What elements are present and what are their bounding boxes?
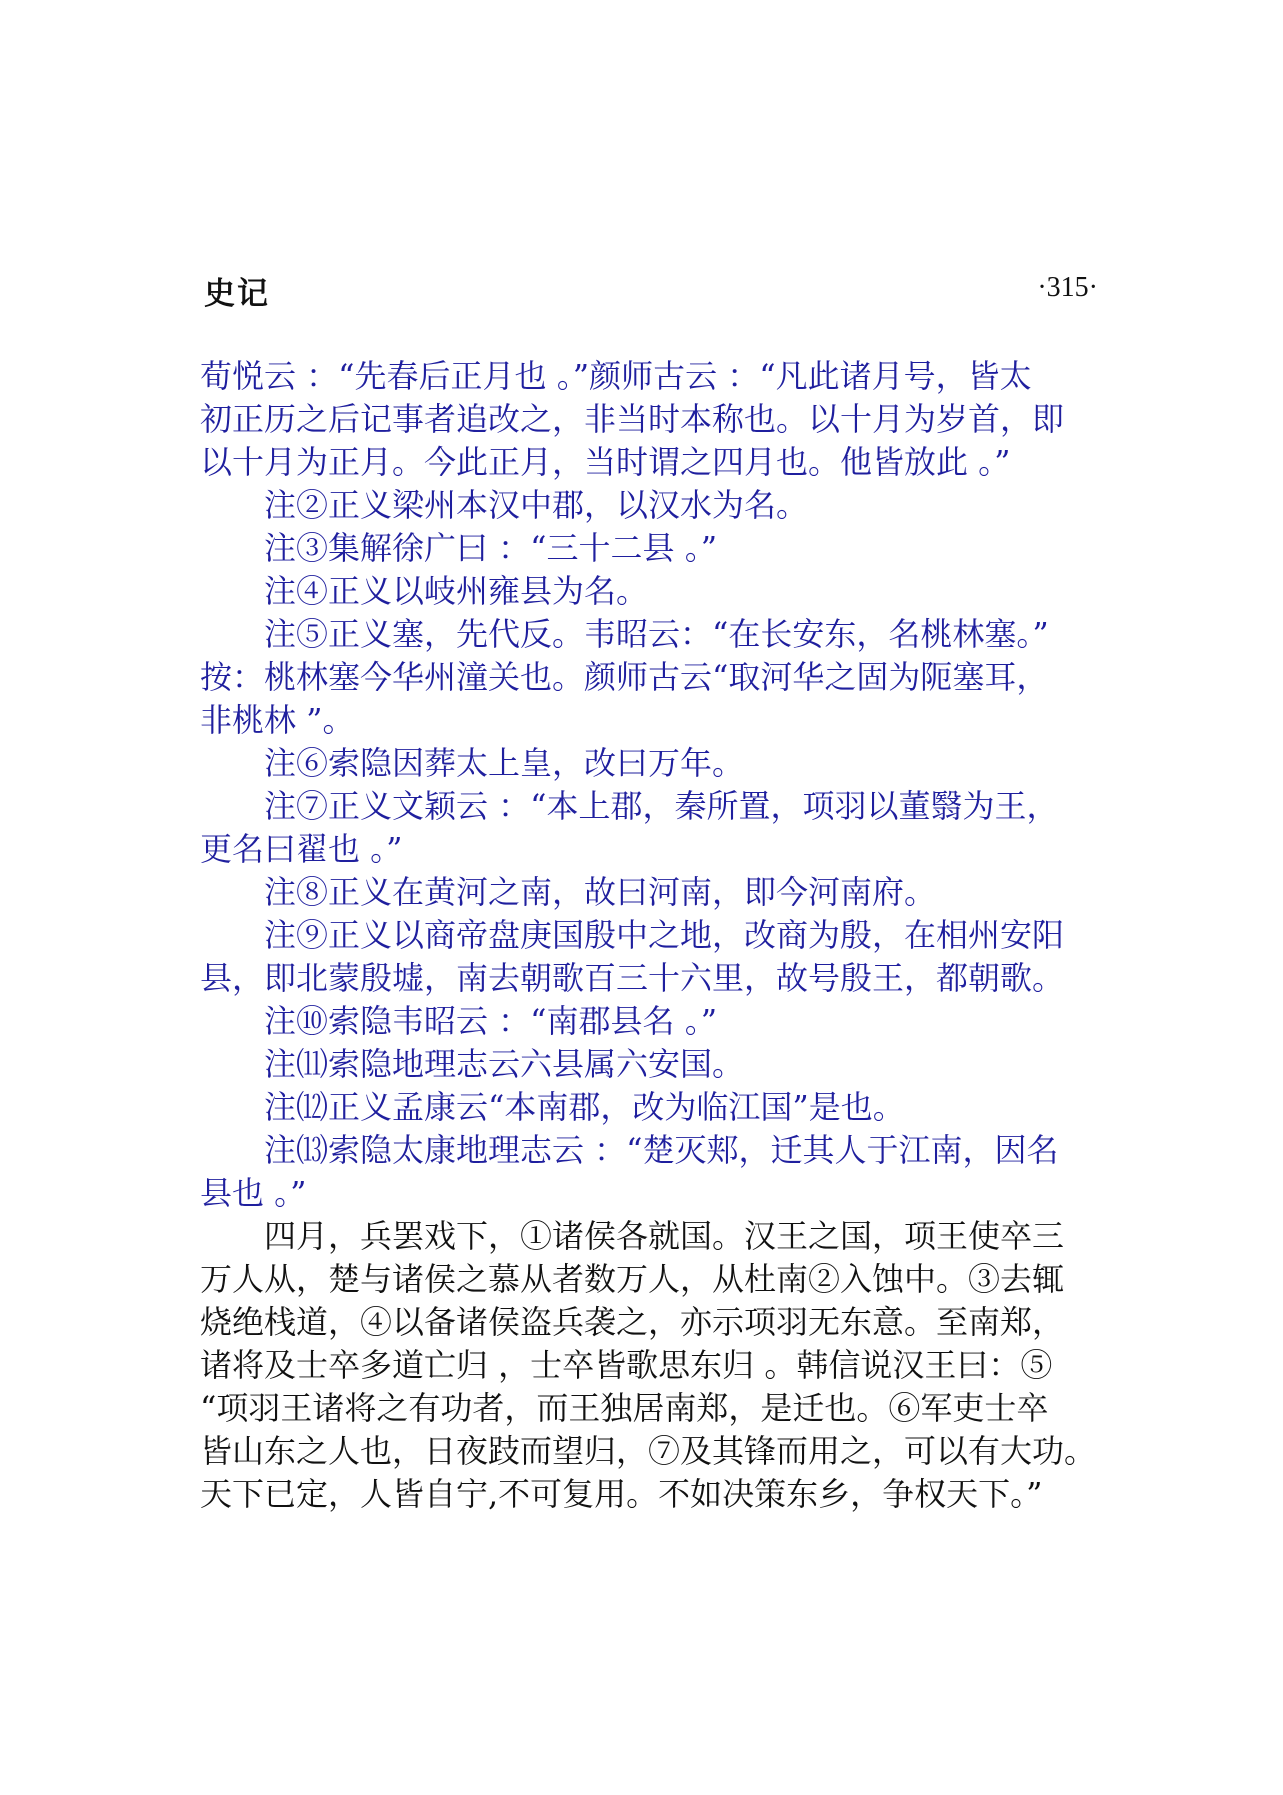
note-line: 注⑩索隐韦昭云 ：“南郡县名 。” xyxy=(264,1002,718,1040)
note-line: 注③集解徐广曰 ：“三十二县 。” xyxy=(264,529,718,567)
note-line: 注⑥索隐因葬太上皇，改曰万年。 xyxy=(264,744,745,782)
note-line: 初正历之后记事者追改之，非当时本称也。以十月为岁首，即 xyxy=(200,400,1065,438)
note-line: 更名曰翟也 。” xyxy=(200,830,403,868)
note-line: 注⒀索隐太康地理志云 ：“楚灭郏，迁其人于江南，因名 xyxy=(264,1131,1059,1169)
note-line: 荀悦云 ：“先春后正月也 。”颜师古云 ：“凡此诸月号，皆太 xyxy=(200,357,1032,395)
note-line: 注⑾索隐地理志云六县属六安国。 xyxy=(264,1045,745,1083)
main-text-line: 天下已定，人皆自宁,不可复用。不如决策东乡，争权天下。” xyxy=(200,1475,1043,1513)
note-line: 注⑨正义以商帝盘庚国殷中之地，改商为殷，在相州安阳 xyxy=(264,916,1065,954)
note-line: 县也 。” xyxy=(200,1174,307,1212)
note-line: 以十月为正月。今此正月，当时谓之四月也。他皆放此 。” xyxy=(200,443,1011,481)
note-line: 注②正义梁州本汉中郡，以汉水为名。 xyxy=(264,486,809,524)
note-line: 按：桃林塞今华州潼关也。颜师古云“取河华之固为阨塞耳， xyxy=(200,658,1049,696)
notes-block xyxy=(200,355,1100,1215)
main-text-line: 万人从，楚与诸侯之慕从者数万人，从杜南②入蚀中。③去辄 xyxy=(200,1260,1065,1298)
main-text-line: 皆山东之人也，日夜跂而望归，⑦及其锋而用之，可以有大功。 xyxy=(200,1432,1097,1470)
note-line: 注⑧正义在黄河之南，故曰河南，即今河南府。 xyxy=(264,873,937,911)
note-line: 非桃林 ”。 xyxy=(200,701,355,739)
main-text-line: “项羽王诸将之有功者，而王独居南郑，是迁也。⑥军吏士卒 xyxy=(200,1389,1049,1427)
main-text-block xyxy=(200,1215,1100,1516)
main-text-line: 四月，兵罢戏下，①诸侯各就国。汉王之国，项王使卒三 xyxy=(264,1217,1065,1255)
note-line: 注④正义以岐州雍县为名。 xyxy=(264,572,649,610)
main-text-line: 烧绝栈道，④以备诸侯盗兵袭之，亦示项羽无东意。至南郑， xyxy=(200,1303,1065,1341)
page-body xyxy=(200,355,1100,1516)
note-line: 注⑦正义文颖云 ：“本上郡，秦所置，项羽以董翳为王， xyxy=(264,787,1059,825)
note-line: 县，即北蒙殷墟，南去朝歌百三十六里，故号殷王，都朝歌。 xyxy=(200,959,1065,997)
running-header-title: 史记 xyxy=(204,276,270,312)
main-text-line: 诸将及士卒多道亡归 ，士卒皆歌思东归 。韩信说汉王曰：⑤ xyxy=(200,1346,1053,1384)
page-number: ·315· xyxy=(1037,272,1098,303)
note-line: 注⑿正义孟康云“本南郡，改为临江国”是也。 xyxy=(264,1088,905,1126)
note-line: 注⑤正义塞，先代反。韦昭云：“在长安东，名桃林塞。” xyxy=(264,615,1049,653)
